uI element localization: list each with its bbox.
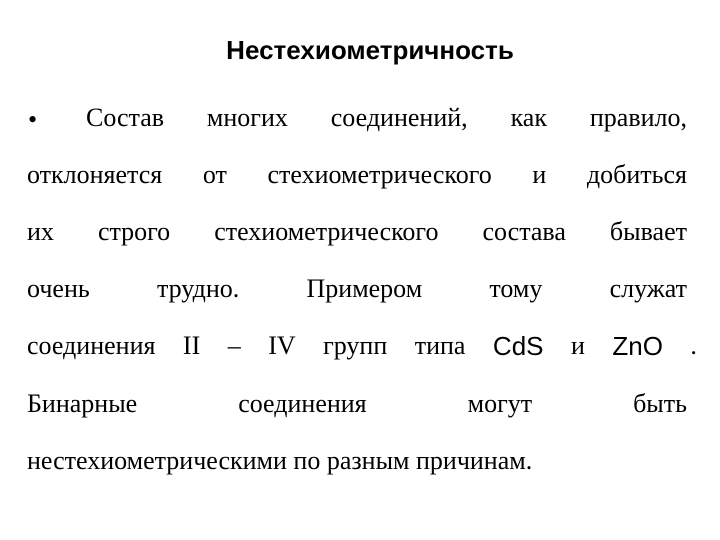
word: бывает bbox=[609, 217, 687, 246]
word: и bbox=[570, 331, 585, 360]
word: стехиометрического bbox=[267, 160, 492, 189]
word: групп bbox=[323, 331, 388, 360]
word: правило, bbox=[589, 103, 687, 132]
word: могут bbox=[467, 389, 533, 418]
word: соединения bbox=[238, 389, 367, 418]
paragraph-line-3 bbox=[27, 212, 687, 252]
word: быть bbox=[633, 389, 687, 418]
word: II bbox=[182, 331, 201, 360]
paragraph-line-5 bbox=[27, 326, 697, 366]
word: IV bbox=[268, 331, 296, 360]
word: очень bbox=[27, 274, 90, 303]
word: отклоняется bbox=[27, 160, 163, 189]
paragraph-line-2 bbox=[27, 155, 687, 195]
word: их bbox=[27, 217, 54, 246]
word: Состав bbox=[86, 103, 165, 132]
word: нестехиометрическими по разным причинам. bbox=[27, 446, 533, 475]
paragraph-line-4 bbox=[27, 269, 687, 309]
word: от bbox=[202, 160, 227, 189]
slide-title: Нестехиометричность bbox=[226, 35, 514, 65]
formula-cds: CdS bbox=[492, 331, 544, 361]
word: Бинарные bbox=[27, 389, 138, 418]
bullet-icon: • bbox=[28, 105, 38, 134]
word: и bbox=[532, 160, 547, 189]
formula-zno: ZnO bbox=[612, 331, 663, 361]
word: соединений, bbox=[330, 103, 468, 132]
word: служат bbox=[609, 274, 687, 303]
paragraph-line-1 bbox=[86, 98, 687, 138]
word: как bbox=[510, 103, 547, 132]
word: – bbox=[227, 331, 241, 360]
word: соединения bbox=[27, 331, 156, 360]
word: Примером bbox=[306, 274, 423, 303]
word: строго bbox=[97, 217, 171, 246]
word: добиться bbox=[586, 160, 687, 189]
word: тому bbox=[489, 274, 543, 303]
period: . bbox=[690, 331, 697, 360]
word: трудно. bbox=[156, 274, 240, 303]
word: состава bbox=[482, 217, 566, 246]
paragraph-line-7 bbox=[27, 441, 687, 481]
paragraph-line-6 bbox=[27, 384, 687, 424]
word: стехиометрического bbox=[214, 217, 439, 246]
word: многих bbox=[206, 103, 288, 132]
word: типа bbox=[414, 331, 466, 360]
